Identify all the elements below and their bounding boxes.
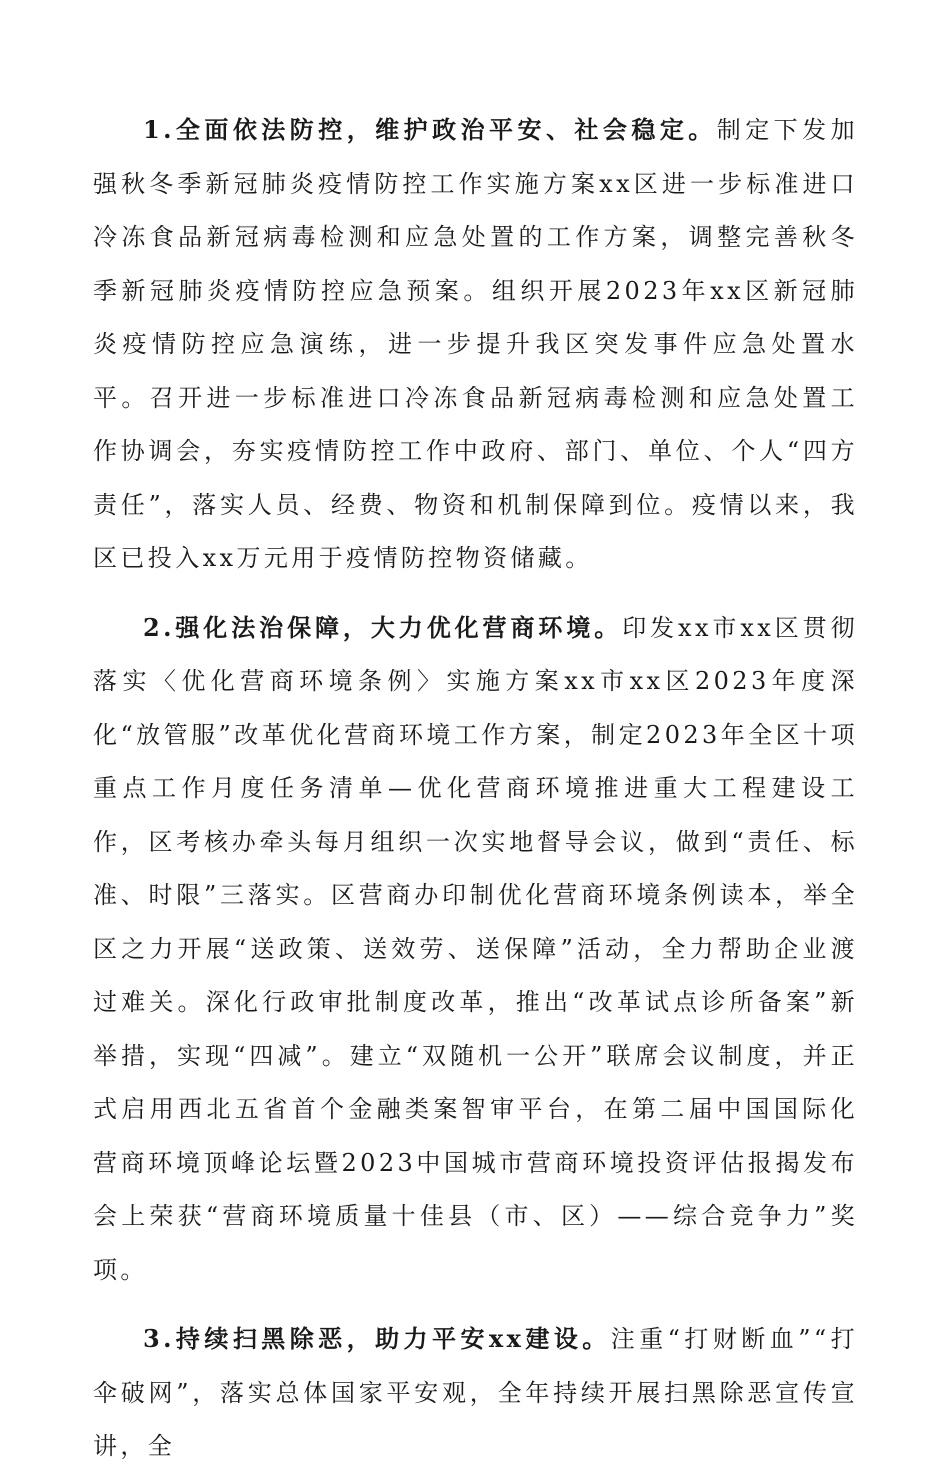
- paragraph-1-heading: 1.全面依法防控，维护政治平安、社会稳定。: [143, 115, 717, 144]
- paragraph-3-text: 注重“打财断血”“打伞破网”，落实总体国家平安观，全年持续开展扫黑除恶宣传宣讲，全: [93, 1325, 858, 1460]
- paragraph-1: [93, 103, 858, 586]
- paragraph-2-text: 印发xx市xx区贯彻落实〈优化营商环境条例〉实施方案xx市xx区2023年度深化“放管服”改革优化营商环境工作方案，制定2023年全区十项重点工作月度任务清单—优化营商环境推进重大工程建设工作，区考核办牵头每月组织一次实地督导会议，做到“责任、标准、时限”三落实。区营商办印制优化营商环境条例读本，举全区之力开展“送政策、送效劳、送保障”活动，全力帮助企业渡过难关。深化行政审批制度改革，推出“改革试点诊所备案”新举措，实现“四减”。建立“双随机一公开”联席会议制度，并正式启用西北五省首个金融类案智审平台，在第二届中国国际化营商环境顶峰论坛暨2023中国城市营商环境投资评估报揭发布会上荣获“营商环境质量十佳县（市、区）——综合竞争力”奖项。: [93, 613, 859, 1284]
- paragraph-3: [93, 1312, 858, 1474]
- paragraph-3-heading: 3.持续扫黑除恶，助力平安xx建设。: [143, 1324, 611, 1353]
- paragraph-2: [93, 601, 858, 1298]
- paragraph-2-heading: 2.强化法治保障，大力优化营商环境。: [143, 612, 623, 642]
- paragraph-1-text: 制定下发加强秋冬季新冠肺炎疫情防控工作实施方案xx区进一步标准进口冷冻食品新冠病毒检测和应急处置的工作方案，调整完善秋冬季新冠肺炎疫情防控应急预案。组织开展2023年xx区新冠肺炎疫情防控应急演练，进一步提升我区突发事件应急处置水平。召开进一步标准进口冷冻食品新冠病毒检测和应急处置工作协调会，夯实疫情防控工作中政府、部门、单位、个人“四方责任”，落实人员、经费、物资和机制保障到位。疫情以来，我区已投入xx万元用于疫情防控物资储藏。: [93, 116, 859, 572]
